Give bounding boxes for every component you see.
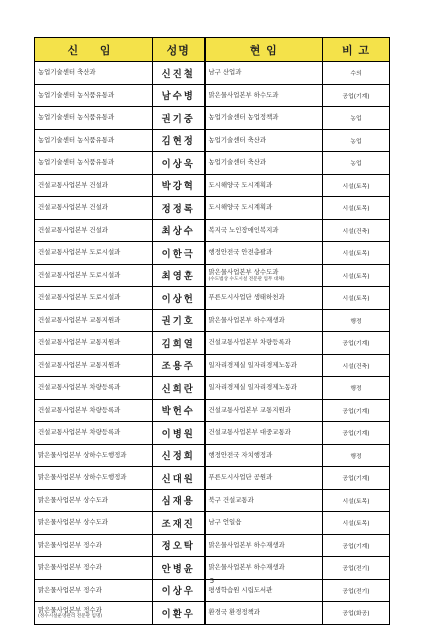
table-body — [35, 62, 390, 625]
name-cell: 안병윤 — [153, 557, 205, 580]
note-cell: 시설(토목) — [323, 174, 390, 197]
current-post-text: 농업기술센터 축산과 — [208, 158, 267, 166]
new-post-text: 맑은물사업본부 정수과 — [38, 585, 102, 594]
new-post-cell — [35, 242, 153, 265]
new-post-cell — [35, 219, 153, 242]
current-post-text: 건설교통사업본부 교통지원과 — [208, 405, 291, 414]
new-post-text: 건설교통사업본부 건설과 — [38, 180, 108, 189]
current-post-text: 건설교통사업본부 대중교통과 — [208, 428, 291, 436]
table-row — [35, 62, 390, 85]
name-cell: 정오탁 — [153, 534, 205, 557]
name-cell: 권기중 — [153, 107, 205, 130]
note-cell: 수의 — [323, 62, 390, 85]
name-cell: 심재용 — [153, 489, 205, 512]
table-row — [35, 354, 390, 377]
name-cell: 김현정 — [153, 129, 205, 152]
personnel-table — [34, 37, 390, 625]
table-row — [35, 174, 390, 197]
new-post-cell — [35, 534, 153, 557]
current-post-text: 남구 산업과 — [208, 68, 242, 76]
note-cell: 공업(전기) — [323, 579, 390, 602]
note-cell: 공업(기계) — [323, 332, 390, 355]
header-new-post: 신 임 — [35, 38, 153, 62]
note-cell: 공업(화공) — [323, 602, 390, 625]
name-cell: 남수병 — [153, 84, 205, 107]
current-post-cell — [205, 377, 323, 400]
new-post-text: 건설교통사업본부 교통지원과 — [38, 338, 121, 346]
name-cell: 이병원 — [153, 422, 205, 445]
new-post-cell — [35, 377, 153, 400]
new-post-cell — [35, 557, 153, 580]
current-post-text: 복지국 노인장애인복지과 — [208, 225, 279, 234]
new-post-cell — [35, 129, 153, 152]
table-row — [35, 264, 390, 287]
new-post-text: 농업기술센터 농식품유통과 — [38, 158, 115, 166]
table-row — [35, 444, 390, 467]
new-post-text: 건설교통사업본부 교통지원과 — [38, 360, 121, 369]
note-cell: 행정 — [323, 377, 390, 400]
current-post-cell — [205, 399, 323, 422]
new-post-cell — [35, 107, 153, 130]
new-post-cell — [35, 422, 153, 445]
note-cell: 공업(기계) — [323, 399, 390, 422]
current-post-text: 도시해양국 도시계획과 — [208, 180, 273, 189]
new-post-text: 건설교통사업본부 도로시설과 — [38, 270, 121, 279]
current-post-text: 행정안전국 안전총괄과 — [208, 248, 273, 256]
name-cell: 이환우 — [153, 602, 205, 625]
header-current-post: 현 임 — [205, 38, 323, 62]
current-post-text: 평생학습원 시립도서관 — [208, 585, 273, 594]
current-post-text: 푸른도시사업단 공원과 — [208, 473, 273, 481]
current-post-text: 일자리경제실 일자리경제노동과 — [208, 383, 297, 391]
current-post-cell — [205, 602, 323, 625]
new-post-cell — [35, 399, 153, 422]
table-row — [35, 512, 390, 535]
current-post-text: 일자리경제실 일자리경제노동과 — [208, 360, 297, 369]
new-post-text: 건설교통사업본부 차량등록과 — [38, 428, 121, 436]
note-cell: 공업(기계) — [323, 422, 390, 445]
current-post-note: (수도법상 수도시설 전문관 업무 대체) — [208, 276, 285, 282]
note-cell: 공업(기계) — [323, 534, 390, 557]
header-name: 성명 — [153, 38, 205, 62]
table-row — [35, 557, 390, 580]
table-row — [35, 422, 390, 445]
table-row — [35, 242, 390, 265]
table-row — [35, 399, 390, 422]
current-post-cell — [205, 287, 323, 310]
new-post-cell — [35, 264, 153, 287]
current-post-cell — [205, 62, 323, 85]
new-post-text: 건설교통사업본부 도로시설과 — [38, 248, 121, 256]
current-post-cell — [205, 197, 323, 220]
table-row — [35, 84, 390, 107]
current-post-cell — [205, 152, 323, 175]
page-number: 5 — [209, 577, 215, 585]
table-row — [35, 152, 390, 175]
note-cell: 시설(건축) — [323, 354, 390, 377]
new-post-text: 맑은물사업본부 정수과 — [38, 563, 102, 571]
name-cell: 신대원 — [153, 467, 205, 490]
name-cell: 이상욱 — [153, 152, 205, 175]
note-cell: 농업 — [323, 107, 390, 130]
current-post-cell — [205, 219, 323, 242]
new-post-text: 농업기술센터 축산과 — [38, 68, 96, 76]
current-post-text: 맑은물사업본부 하수재생과 — [208, 315, 285, 324]
current-post-text: 환경국 환경정책과 — [208, 608, 260, 616]
current-post-cell — [205, 467, 323, 490]
new-post-cell — [35, 444, 153, 467]
current-post-text: 북구 건설교통과 — [208, 495, 254, 504]
new-post-cell — [35, 354, 153, 377]
current-post-text: 푸른도시사업단 생태하천과 — [208, 293, 285, 301]
new-post-text: 건설교통사업본부 교통지원과 — [38, 315, 121, 324]
header-row — [35, 38, 390, 62]
note-cell: 공업(기계) — [323, 84, 390, 107]
name-cell: 최상수 — [153, 219, 205, 242]
new-post-cell — [35, 174, 153, 197]
new-post-text: 건설교통사업본부 건설과 — [38, 203, 108, 211]
name-cell: 박헌수 — [153, 399, 205, 422]
note-cell: 시설(토목) — [323, 287, 390, 310]
current-post-text: 남구 언일읍 — [208, 518, 242, 526]
new-post-text: 건설교통사업본부 차량등록과 — [38, 383, 121, 391]
new-post-cell — [35, 84, 153, 107]
current-post-text: 행정안전국 자치행정과 — [208, 450, 273, 459]
new-post-note: (정수시설운영관리 전문관 임명) — [38, 614, 103, 619]
table-row — [35, 377, 390, 400]
note-cell: 공업(기계) — [323, 467, 390, 490]
name-cell: 최영훈 — [153, 264, 205, 287]
table-row — [35, 602, 390, 625]
name-cell: 신희란 — [153, 377, 205, 400]
table-row — [35, 107, 390, 130]
current-post-cell — [205, 129, 323, 152]
table-row — [35, 332, 390, 355]
current-post-cell — [205, 354, 323, 377]
current-post-text: 농업기술센터 축산과 — [208, 135, 267, 144]
new-post-cell — [35, 332, 153, 355]
name-cell: 이한극 — [153, 242, 205, 265]
current-post-cell — [205, 264, 323, 287]
new-post-text: 건설교통사업본부 도로시설과 — [38, 293, 121, 301]
note-cell: 행정 — [323, 444, 390, 467]
name-cell: 권기호 — [153, 309, 205, 332]
note-cell: 시설(토목) — [323, 242, 390, 265]
current-post-cell — [205, 174, 323, 197]
new-post-cell — [35, 489, 153, 512]
new-post-text: 맑은물사업본부 상하수도행정과 — [38, 473, 127, 481]
new-post-text: 건설교통사업본부 건설과 — [38, 225, 108, 234]
name-cell: 이상우 — [153, 579, 205, 602]
new-post-cell — [35, 287, 153, 310]
current-post-cell — [205, 422, 323, 445]
new-post-text: 농업기술센터 농식품유통과 — [38, 135, 115, 144]
header-note: 비 고 — [323, 38, 390, 62]
current-post-cell — [205, 242, 323, 265]
name-cell: 박강혁 — [153, 174, 205, 197]
current-post-text: 농업기술센터 농업정책과 — [208, 113, 279, 121]
note-cell: 농업 — [323, 129, 390, 152]
table-row — [35, 219, 390, 242]
current-post-text: 맑은물사업본부 하수도과 — [208, 90, 279, 99]
current-post-text: 맑은물사업본부 하수재생과 — [208, 563, 285, 571]
note-cell: 공업(전기) — [323, 557, 390, 580]
new-post-cell — [35, 602, 153, 625]
name-cell: 신정희 — [153, 444, 205, 467]
new-post-text: 맑은물사업본부 정수과 — [38, 540, 102, 549]
name-cell: 신진철 — [153, 62, 205, 85]
current-post-cell — [205, 512, 323, 535]
note-cell: 농업 — [323, 152, 390, 175]
current-post-text: 맑은물사업본부 하수재생과 — [208, 540, 285, 549]
new-post-cell — [35, 62, 153, 85]
new-post-text: 맑은물사업본부 상수도과 — [38, 518, 108, 526]
current-post-cell — [205, 84, 323, 107]
new-post-cell — [35, 467, 153, 490]
new-post-cell — [35, 152, 153, 175]
table-row — [35, 489, 390, 512]
note-cell: 시설(토목) — [323, 197, 390, 220]
current-post-cell — [205, 107, 323, 130]
name-cell: 이상헌 — [153, 287, 205, 310]
new-post-text: 건설교통사업본부 차량등록과 — [38, 405, 121, 414]
name-cell: 정정록 — [153, 197, 205, 220]
table-row — [35, 197, 390, 220]
name-cell: 김희열 — [153, 332, 205, 355]
new-post-cell — [35, 512, 153, 535]
note-cell: 행정 — [323, 309, 390, 332]
table-row — [35, 129, 390, 152]
note-cell: 시설(토목) — [323, 512, 390, 535]
current-post-cell — [205, 444, 323, 467]
current-post-cell — [205, 489, 323, 512]
name-cell: 조용주 — [153, 354, 205, 377]
current-post-text: 맑은물사업본부 상수도과 — [208, 268, 279, 276]
note-cell: 시설(토목) — [323, 264, 390, 287]
new-post-text: 맑은물사업본부 정수과 — [38, 605, 102, 614]
new-post-text: 농업기술센터 농식품유통과 — [38, 113, 115, 121]
new-post-text: 맑은물사업본부 상수도과 — [38, 495, 108, 504]
new-post-text: 농업기술센터 농식품유통과 — [38, 90, 115, 99]
current-post-text: 도시해양국 도시계획과 — [208, 203, 273, 211]
table-row — [35, 309, 390, 332]
new-post-cell — [35, 309, 153, 332]
table-row — [35, 467, 390, 490]
current-post-text: 건설교통사업본부 차량등록과 — [208, 338, 291, 346]
note-cell: 시설(토목) — [323, 489, 390, 512]
current-post-cell — [205, 557, 323, 580]
new-post-text: 맑은물사업본부 상하수도행정과 — [38, 450, 127, 459]
current-post-cell — [205, 332, 323, 355]
table-row — [35, 534, 390, 557]
table-row — [35, 287, 390, 310]
current-post-cell — [205, 534, 323, 557]
new-post-cell — [35, 197, 153, 220]
current-post-cell — [205, 309, 323, 332]
name-cell: 조재진 — [153, 512, 205, 535]
note-cell: 시설(건축) — [323, 219, 390, 242]
